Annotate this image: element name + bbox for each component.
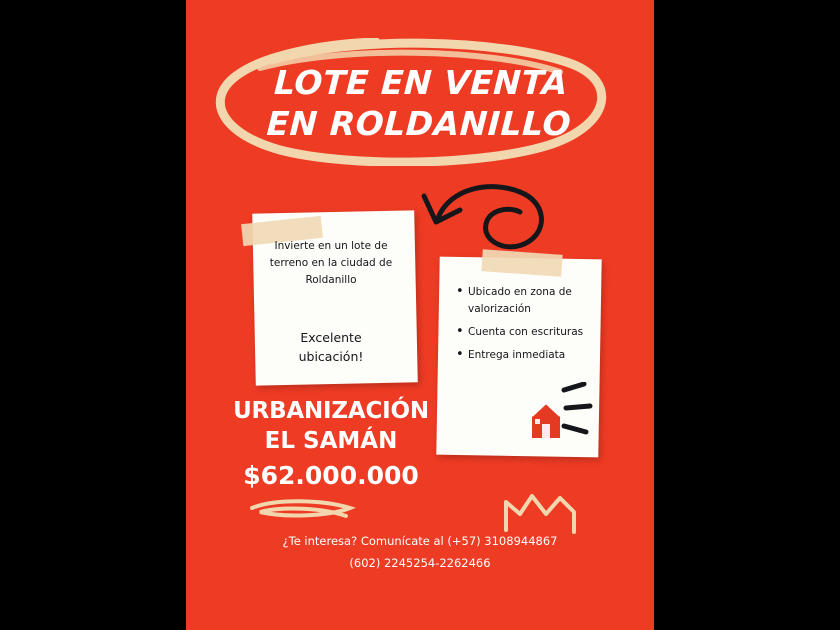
contact-line-1: ¿Te interesa? Comunícate al (+57) 3108944867 <box>282 534 558 548</box>
note-left-paragraph-2: Excelente ubicación! <box>298 330 364 364</box>
burst-lines-icon <box>558 382 602 442</box>
list-item: • Cuenta con escrituras <box>468 324 596 341</box>
list-item: • Ubicado en zona de valorización <box>468 284 596 318</box>
flyer-poster <box>186 0 654 630</box>
headline-line-2: EN ROLDANILLO <box>265 104 573 143</box>
headline-line-1: LOTE EN VENTA <box>273 63 569 102</box>
contact-info <box>186 530 654 574</box>
price-value: $62.000.000 <box>243 461 419 490</box>
curved-arrow-icon <box>416 182 552 260</box>
price-block <box>186 396 476 496</box>
note-left-paragraph-1: Invierte en un lote de terreno en la ciudad de Roldanillo <box>269 240 393 286</box>
underline-scribble-icon <box>246 496 366 526</box>
urbanization-name: EL SAMÁN <box>264 428 398 454</box>
banner-scribble-icon <box>502 492 580 534</box>
page-title <box>186 62 654 144</box>
contact-line-2: (602) 2245254-2262466 <box>349 556 491 570</box>
urbanization-label: URBANIZACIÓN <box>233 398 429 424</box>
feature-bullet-list <box>454 284 596 370</box>
list-item: • Entrega inmediata <box>468 347 596 364</box>
